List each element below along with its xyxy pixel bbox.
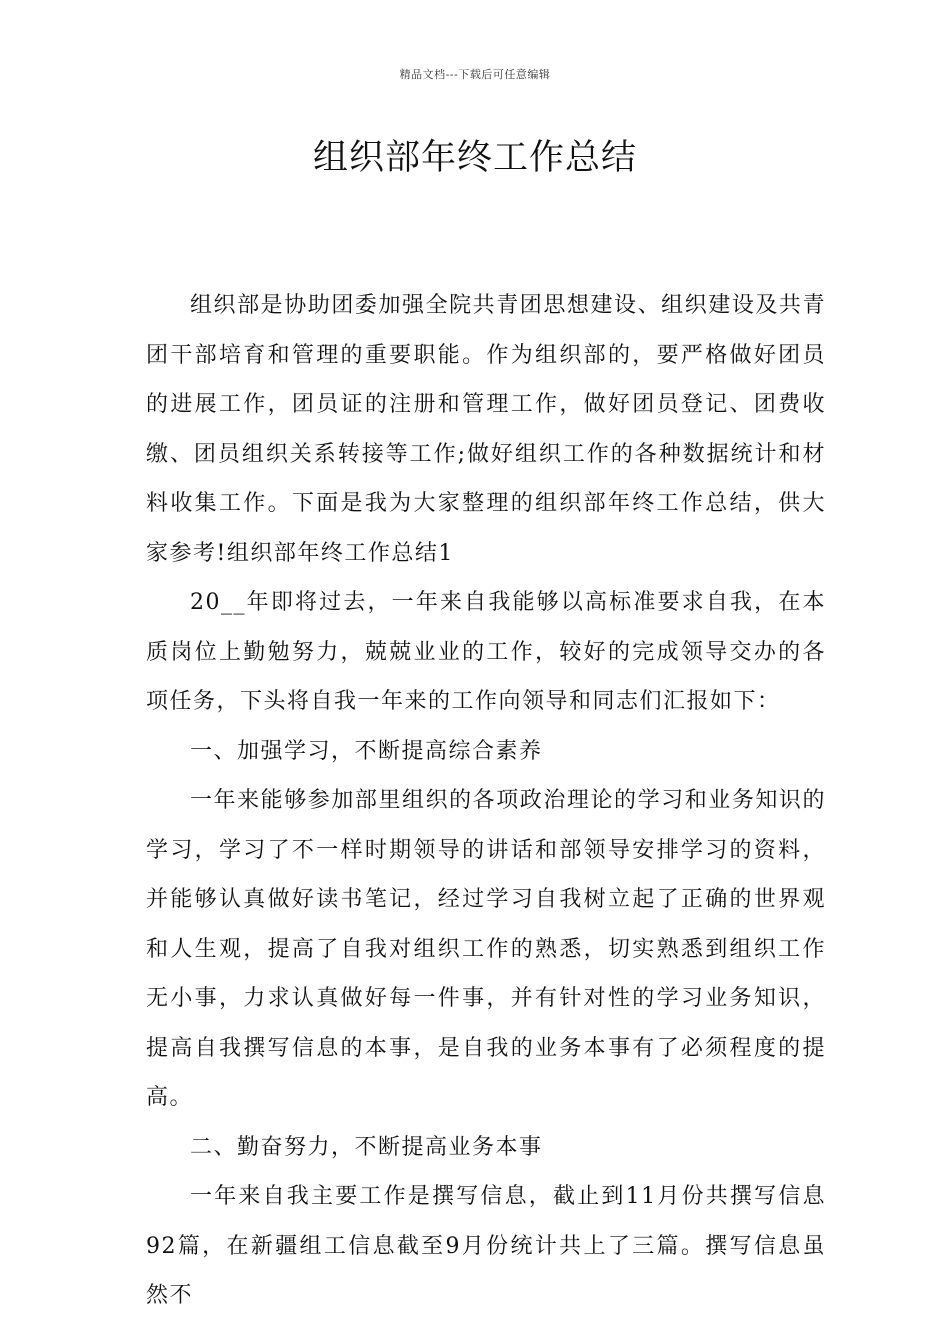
header-note: 精品文档---下载后可任意编辑: [399, 68, 551, 81]
paragraph-section-1: 一年来能够参加部里组织的各项政治理论的学习和业务知识的学习，学习了不一样时期领导的讲话和部领导安排学习的资料，并能够认真做好读书笔记，经过学习自我树立起了正确的世界观和人生观，提高了自我对组织工作的熟悉，切实熟悉到组织工作无小事，力求认真做好每一件事，并有针对性的学习业务知识，提高自我撰写信息的本事，是自我的业务本事有了必须程度的提高。: [146, 788, 826, 1110]
document-body: [146, 281, 826, 1321]
document-title: 组织部年终工作总结: [312, 138, 637, 178]
section-heading-2: 二、勤奋努力，不断提高业务本事: [190, 1134, 543, 1160]
paragraph-intro: 组织部是协助团委加强全院共青团思想建设、组织建设及共青团干部培育和管理的重要职能。作为组织部的，要严格做好团员的进展工作，团员证的注册和管理工作，做好团员登记、团费收缴、团员组织关系转接等工作;做好组织工作的各种数据统计和材料收集工作。下面是我为大家整理的组织部年终工作总结，供大家参考!组织部年终工作总结1: [146, 293, 826, 566]
paragraph-section-2: 一年来自我主要工作是撰写信息，截止到11月份共撰写信息92篇，在新疆组工信息截至9月份统计共上了三篇。撰写信息虽然不: [146, 1184, 826, 1308]
paragraph-opening: 20__年即将过去，一年来自我能够以高标准要求自我，在本质岗位上勤勉努力，兢兢业业的工作，较好的完成领导交办的各项任务，下头将自我一年来的工作向领导和同志们汇报如下：: [146, 590, 826, 714]
section-heading-1: 一、加强学习，不断提高综合素养: [190, 738, 543, 764]
